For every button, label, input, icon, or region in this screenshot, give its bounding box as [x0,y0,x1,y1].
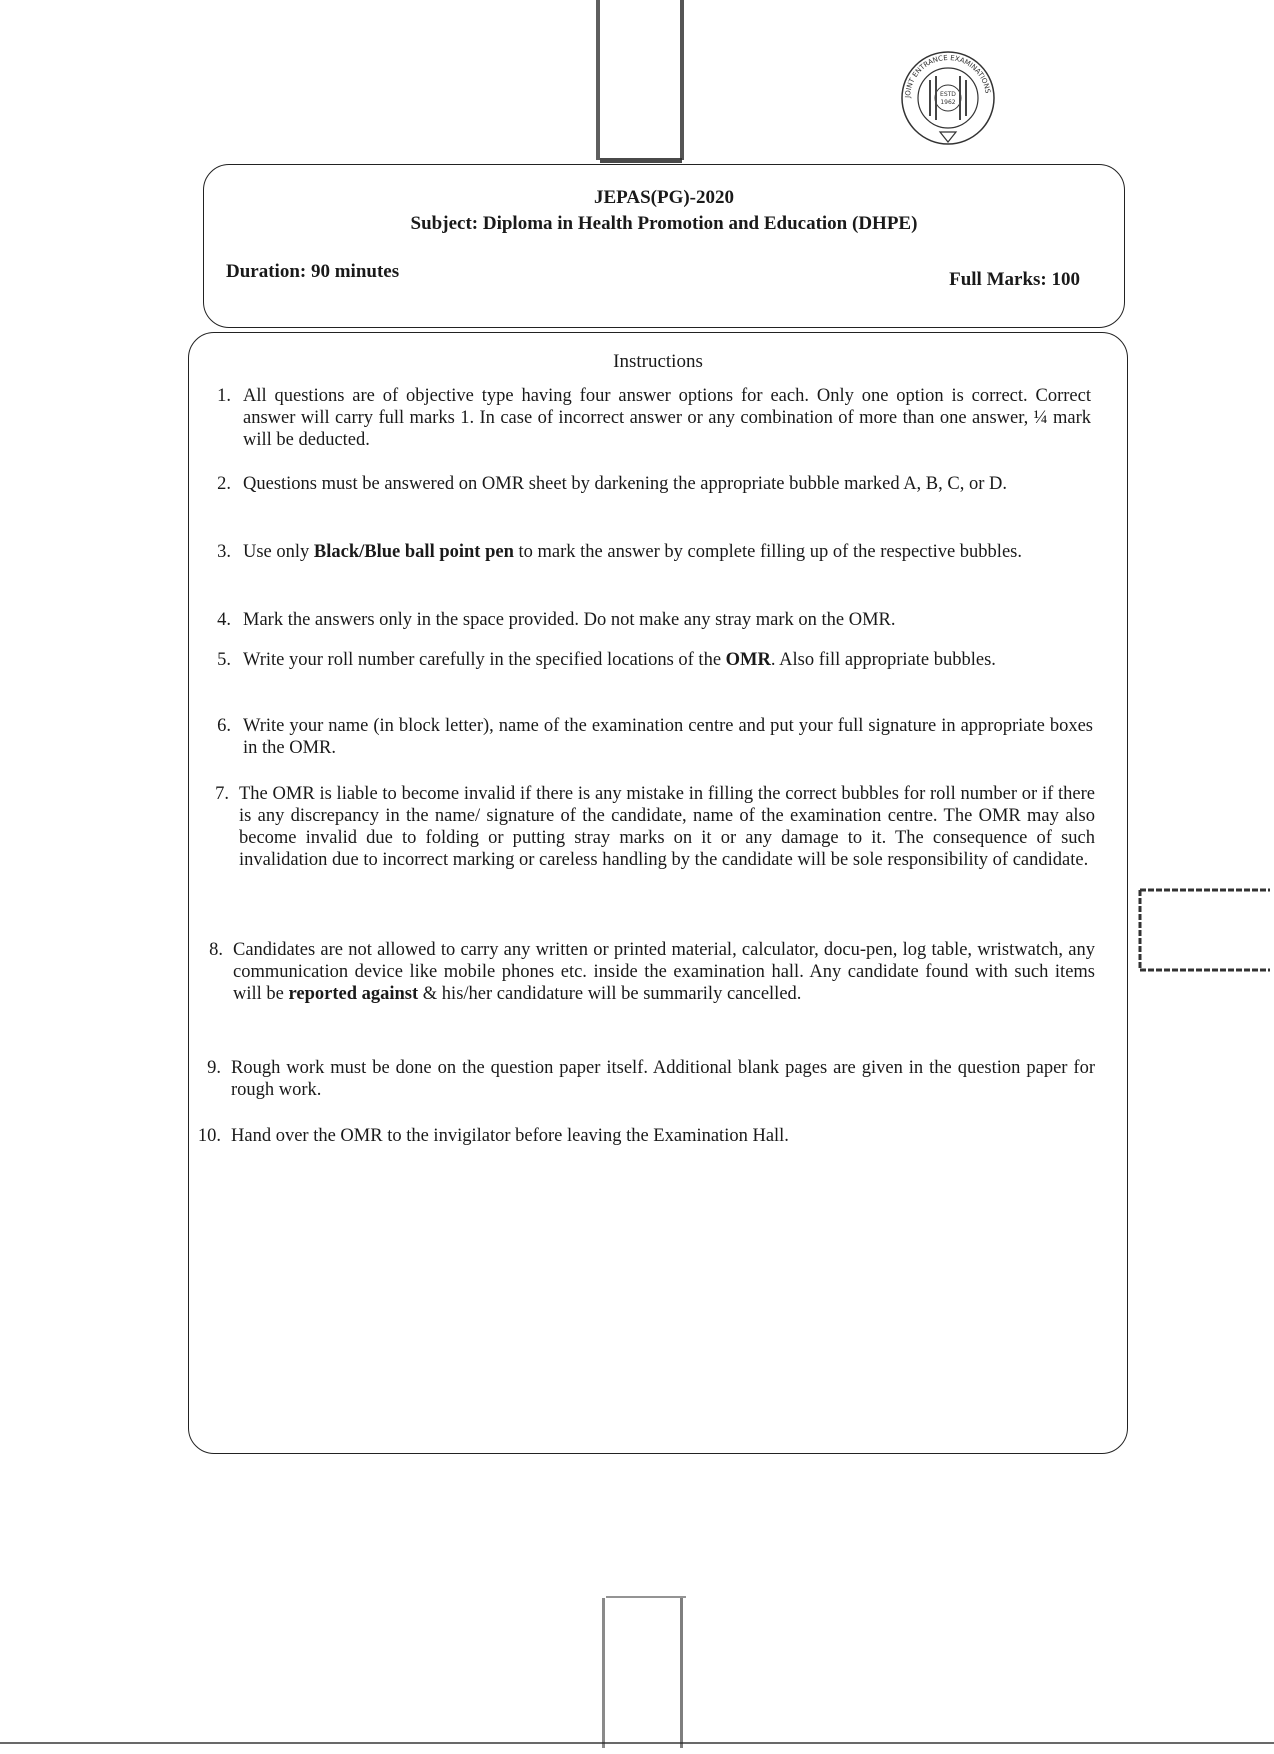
instruction-text-bold: reported against [288,984,419,1004]
instruction-text-bold: Black/Blue ball point pen [313,542,514,562]
instruction-text-bold: OMR [725,650,771,670]
exam-subject: Subject: Diploma in Health Promotion and Education (DHPE) [410,213,918,234]
instruction-text: Rough work must be done on the question paper itself. Additional blank pages are given in the question paper for rough work. [231,1058,1095,1100]
instruction-number: 10. [197,1126,221,1146]
scan-artifact-right-bracket [1136,884,1274,976]
instruction-text [243,541,1093,563]
scan-artifact-top-left [596,0,600,160]
instruction-number: 8. [209,940,223,960]
instruction-text-part: Use only [243,542,314,562]
instruction-text-part: Candidates are not allowed to carry any written or printed material, calculator, docu-pen, log table, wristwatch, any communication device like mobile phones etc. inside the examination hall. Any candidate found with such items will be [233,940,1095,1004]
instruction-text: Mark the answers only in the space provided. Do not make any stray mark on the OMR. [243,610,896,630]
instructions-box [188,332,1128,1454]
svg-text:ESTD: ESTD [940,91,956,98]
instruction-text-part: . Also fill appropriate bubbles. [770,650,996,670]
instruction-text: All questions are of objective type having four answer options for each. Only one option is correct. Correct answer will carry full marks 1. In case of incorrect answer or any combination of more than one answer, ¼ mark will be deducted. [243,386,1091,450]
exam-duration: Duration: 90 minutes [226,261,400,282]
scan-artifact-top-bar [600,158,682,163]
scan-artifact-bottom-right [680,1598,683,1748]
scan-artifact-bottom-cap [606,1596,686,1598]
instruction-text [233,939,1095,1005]
instruction-number: 2. [217,474,231,494]
exam-header-box [203,164,1125,328]
svg-text:1962: 1962 [940,99,956,106]
instruction-text [243,649,1093,671]
instruction-text: The OMR is liable to become invalid if there is any mistake in filling the correct bubbles for roll number or if there is any discrepancy in the name/ signature of the candidate, name of the examination centre. The OMR may also become invalid due to folding or putting stray marks on it or any damage to it. The consequence of such invalidation due to incorrect marking or careless handling by the candidate will be sole responsibility of candidate. [239,784,1095,870]
instruction-text: Questions must be answered on OMR sheet by darkening the appropriate bubble marked A, B, C, or D. [243,474,1008,494]
instructions-heading: Instructions [613,351,703,372]
scan-artifact-top-right [680,0,684,160]
instruction-number: 4. [217,610,231,630]
instruction-number: 9. [207,1058,221,1078]
exam-title: JEPAS(PG)-2020 [593,187,735,208]
instruction-text-part: to mark the answer by complete filling up of the respective bubbles. [513,542,1022,562]
scan-artifact-bottom-rule [0,1742,1274,1744]
scan-artifact-bottom-left [602,1598,605,1748]
instruction-number: 7. [215,784,229,804]
instruction-text-part: & his/her candidature will be summarily cancelled. [418,984,802,1004]
instruction-number: 6. [217,716,231,736]
instruction-text: Hand over the OMR to the invigilator before leaving the Examination Hall. [231,1126,789,1146]
instruction-number: 5. [217,650,231,670]
instruction-text-part: Write your roll number carefully in the specified locations of the [243,650,726,670]
instruction-text: Write your name (in block letter), name of the examination centre and put your full signature in appropriate boxes in the OMR. [243,716,1093,758]
board-seal-logo [900,50,996,146]
instruction-number: 3. [217,542,231,562]
instruction-number: 1. [217,386,231,406]
svg-text:JOINT ENTRANCE EXAMINATIONS: JOINT ENTRANCE EXAMINATIONS [903,53,992,99]
exam-full-marks: Full Marks: 100 [949,269,1080,290]
